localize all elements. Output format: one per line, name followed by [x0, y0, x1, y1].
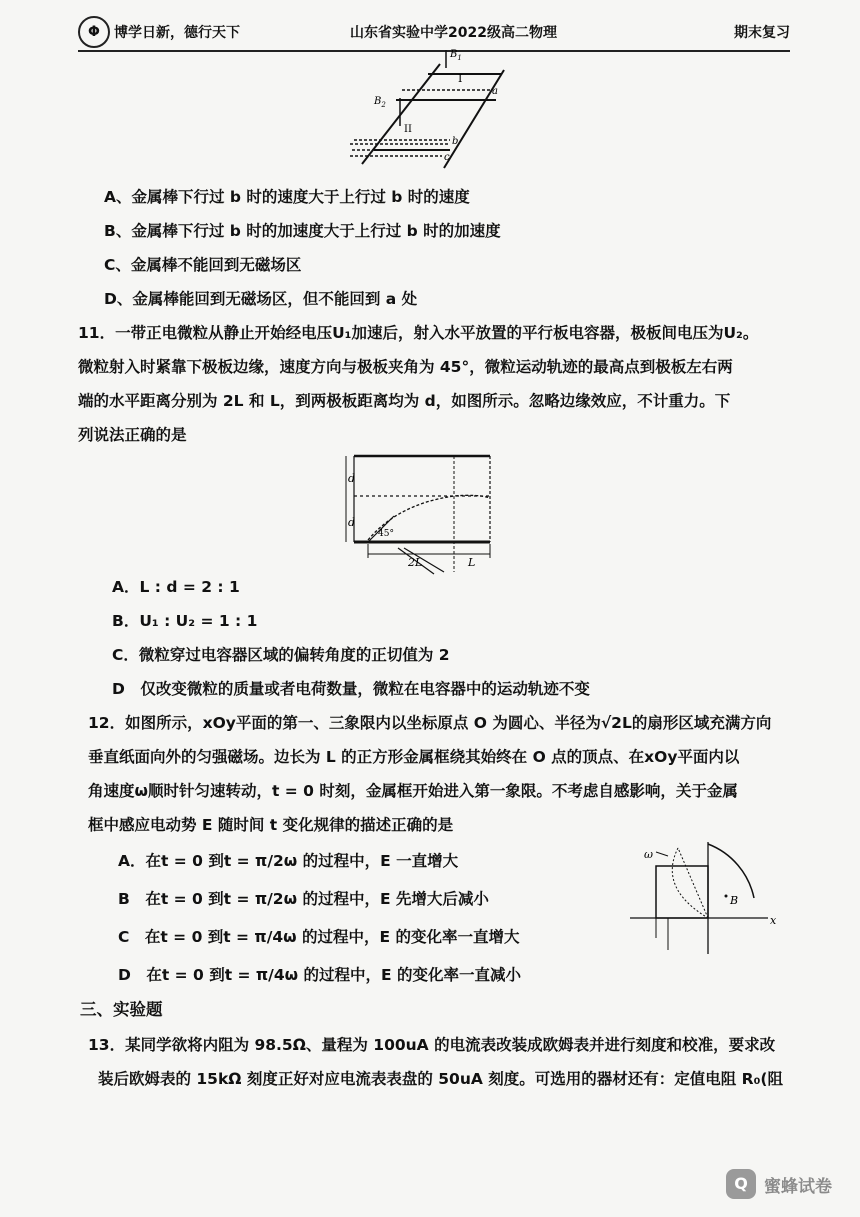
label-region-i: I [458, 72, 463, 85]
label-x: x [770, 914, 777, 927]
q11-stem-line-2: 微粒射入时紧靠下极板边缘，速度方向与极板夹角为 45°，微粒运动轨迹的最高点到极板左右两 [78, 358, 733, 376]
q12-option-c: C 在t = 0 到t = π/4ω 的过程中，E 的变化率一直增大 [118, 928, 520, 946]
label-b2: $B_2$ [374, 96, 386, 109]
q12-stem-line-1: 12．如图所示，xOy平面的第一、三象限内以坐标原点 O 为圆心、半径为√2L的扇形区域充满方向 [88, 714, 772, 732]
q12-figure [628, 838, 778, 958]
square-frame [656, 866, 708, 918]
q11-stem-line-3: 端的水平距离分别为 2L 和 L，到两极板距离均为 d，如图所示。忽略边缘效应，不计重力。下 [78, 392, 731, 410]
label-d-upper: d [348, 472, 356, 485]
q11-option-d: D 仅改变微粒的质量或者电荷数量，微粒在电容器中的运动轨迹不变 [112, 680, 590, 698]
label-2l: 2L [408, 556, 423, 569]
label-l: L [468, 556, 476, 569]
q12-option-b: B 在t = 0 到t = π/2ω 的过程中，E 先增大后减小 [118, 890, 489, 908]
label-d-lower: d [348, 516, 356, 529]
q12-stem-line-2: 垂直纸面向外的匀强磁场。边长为 L 的正方形金属框绕其始终在 O 点的顶点、在xOy平面内以 [88, 748, 740, 766]
watermark [726, 1169, 832, 1199]
rail-right [444, 70, 504, 168]
exam-title: 山东省实验中学2022级高二物理 [350, 25, 557, 41]
q12-stem-line-3: 角速度ω顺时针匀速转动，t = 0 时刻，金属框开始进入第一象限。不考虑自感影响，关于金属 [88, 782, 738, 800]
label-region-ii: II [404, 124, 412, 135]
q10-option-d: D、金属棒能回到无磁场区，但不能回到 a 处 [104, 290, 418, 308]
label-c: c [444, 152, 450, 163]
q12-stem-line-4: 框中感应电动势 E 随时间 t 变化规律的描述正确的是 [88, 816, 454, 834]
q11-stem-line-1: 11．一带正电微粒从静止开始经电压U₁加速后，射入水平放置的平行板电容器，极板间电压为U₂。 [78, 324, 759, 342]
q11-figure [338, 448, 500, 578]
q10-option-c: C、金属棒不能回到无磁场区 [104, 256, 302, 274]
q11-option-b: B．U₁ : U₂ = 1 : 1 [112, 612, 258, 630]
q11-option-a: A．L : d = 2 : 1 [112, 578, 240, 596]
watermark-icon: Q [726, 1169, 756, 1199]
q12-option-d: D 在t = 0 到t = π/4ω 的过程中，E 的变化率一直减小 [118, 966, 521, 984]
section-title: 三、实验题 [80, 1000, 163, 1019]
q11-stem-line-4: 列说法正确的是 [78, 426, 187, 444]
label-b1: $B_1$ [450, 49, 462, 62]
label-a: a [492, 86, 498, 97]
label-b: b [452, 136, 459, 147]
label-omega: ω [644, 848, 653, 861]
q12-option-a: A．在t = 0 到t = π/2ω 的过程中，E 一直增大 [118, 852, 459, 870]
q13-stem-line-2: 装后欧姆表的 15kΩ 刻度正好对应电流表表盘的 50uA 刻度。可选用的器材还有：定值电阻 R₀(阻 [98, 1070, 783, 1088]
exam-type: 期末复习 [734, 25, 790, 41]
label-angle: 45° [378, 529, 394, 539]
q10-option-b: B、金属棒下行过 b 时的加速度大于上行过 b 时的加速度 [104, 222, 501, 240]
q10-figure [340, 46, 515, 178]
watermark-text: 蜜蜂试卷 [764, 1176, 832, 1197]
school-motto: 博学日新，德行天下 [114, 25, 240, 41]
q13-stem-line-1: 13．某同学欲将内阻为 98.5Ω、量程为 100uA 的电流表改装成欧姆表并进行刻度和校准，要求改 [88, 1036, 776, 1054]
q11-option-c: C．微粒穿过电容器区域的偏转角度的正切值为 2 [112, 646, 450, 664]
school-logo: Φ [78, 16, 110, 48]
label-b-field: B [730, 894, 739, 907]
q10-option-a: A、金属棒下行过 b 时的速度大于上行过 b 时的速度 [104, 188, 470, 206]
field-arc-q1 [708, 844, 754, 898]
